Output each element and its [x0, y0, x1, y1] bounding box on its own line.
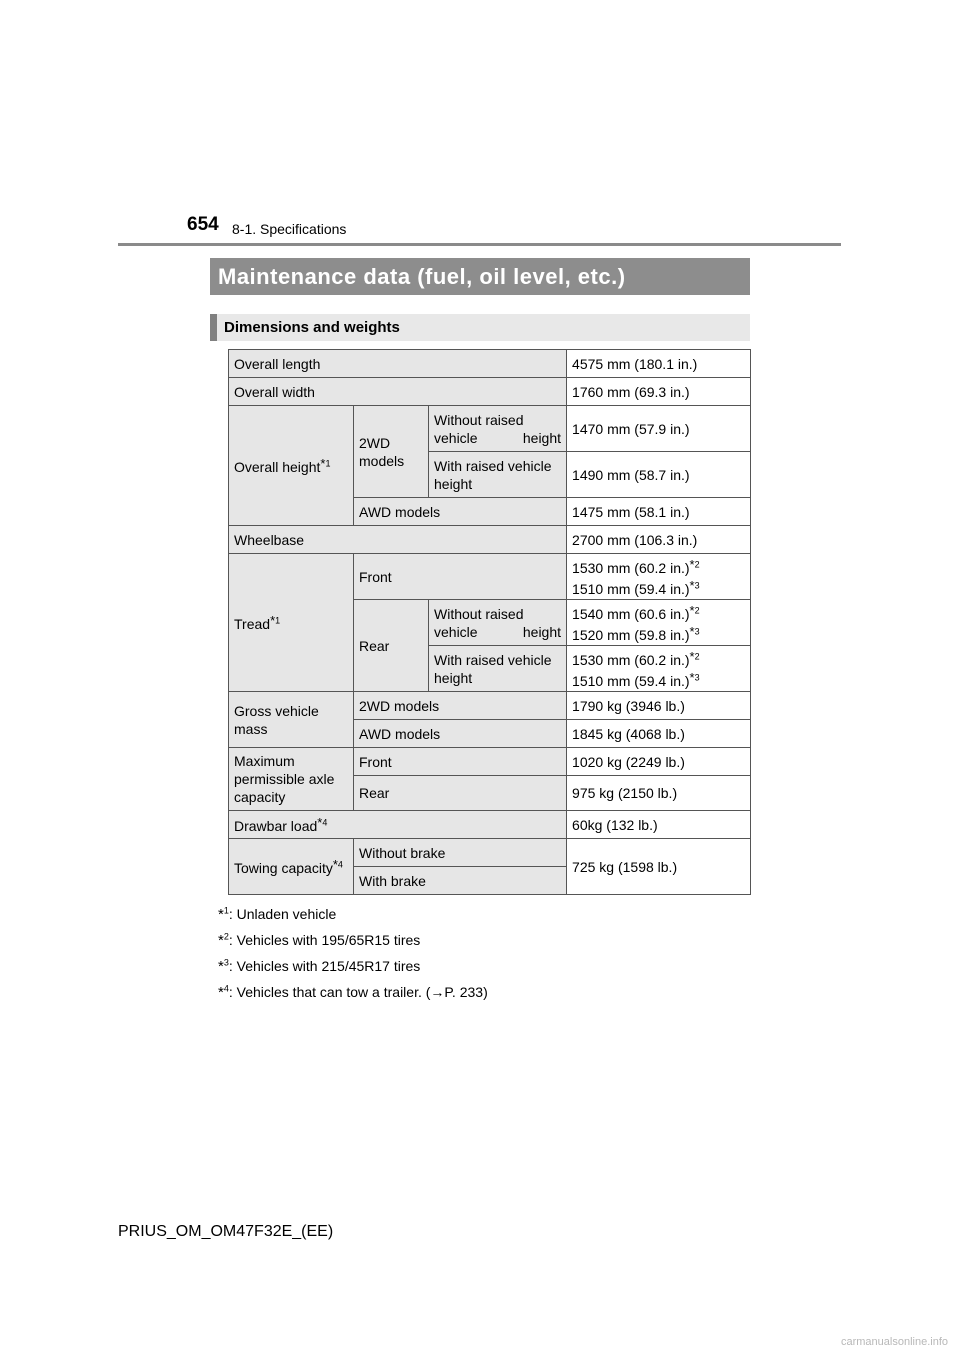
footnote-marker: * [218, 984, 224, 1001]
footnote-marker: * [689, 648, 695, 664]
row-sublabel: AWD models [354, 498, 567, 526]
footnote-number: 2 [694, 650, 700, 661]
row-sublabel: AWD models [354, 720, 567, 748]
row-sublabel: With brake [354, 867, 567, 895]
footnote-number: 1 [275, 615, 281, 626]
footnote-text: : Vehicles with 195/65R15 tires [228, 932, 421, 948]
footnote-number: 3 [694, 625, 700, 636]
footnote-marker: * [689, 602, 695, 618]
footnote-marker: * [218, 906, 224, 923]
footnote-item [218, 981, 488, 1007]
row-value: 1760 mm (69.3 in.) [567, 378, 751, 406]
footnote-number: 3 [694, 671, 700, 682]
row-value: 1845 kg (4068 lb.) [567, 720, 751, 748]
watermark: carmanualsonline.info [840, 1336, 948, 1348]
footnote-number: 1 [325, 458, 331, 469]
row-sublabel: Rear [354, 776, 567, 811]
value-line: 1540 mm (60.6 in.) [572, 605, 690, 622]
footnote-item [218, 955, 488, 981]
row-sublabel: Without raised vehicle height [429, 406, 567, 452]
footnote-marker: * [320, 456, 326, 471]
row-sublabel: Without brake [354, 839, 567, 867]
footnote-marker: * [218, 932, 224, 949]
value-line: 1510 mm (59.4 in.) [572, 580, 690, 597]
row-value: 1475 mm (58.1 in.) [567, 498, 751, 526]
page-number: 654 [187, 214, 219, 235]
value-line: 1530 mm (60.2 in.) [572, 559, 690, 576]
footnote-marker: * [689, 669, 695, 685]
footnote-marker: * [218, 958, 224, 975]
table-row [229, 811, 751, 839]
row-value [567, 646, 751, 692]
row-label [229, 811, 567, 839]
table-row [229, 350, 751, 378]
row-sublabel: Rear [354, 600, 429, 692]
row-sublabel: Front [354, 554, 567, 600]
value-line: 1510 mm (59.4 in.) [572, 672, 690, 689]
footnote-item [218, 929, 488, 955]
footnote-text: : Vehicles with 215/45R17 tires [228, 958, 421, 974]
overall-height-label: Overall height [234, 459, 321, 475]
row-value: 1490 mm (58.7 in.) [567, 452, 751, 498]
footnote-text: : Unladen vehicle [228, 906, 337, 922]
row-value: 725 kg (1598 lb.) [567, 839, 751, 895]
row-label: Overall length [229, 350, 567, 378]
table-row [229, 406, 751, 452]
row-sublabel: 2WD models [354, 406, 429, 498]
document-code: PRIUS_OM_OM47F32E_(EE) [118, 1223, 334, 1240]
footnote-marker: * [270, 613, 276, 628]
row-label: Maximum permissible axle capacity [229, 748, 354, 811]
table-row [229, 526, 751, 554]
section-label: 8-1. Specifications [232, 221, 347, 237]
specs-table [228, 349, 751, 895]
row-sublabel: Front [354, 748, 567, 776]
header-divider [118, 243, 841, 246]
table-row [229, 692, 751, 720]
row-value: 60kg (132 lb.) [567, 811, 751, 839]
footnote-number: 4 [322, 817, 328, 828]
footnote-marker: * [689, 556, 695, 572]
footnotes [218, 903, 488, 1007]
table-row [229, 554, 751, 600]
footnote-number: 4 [223, 983, 229, 994]
row-value [567, 554, 751, 600]
row-label: Gross vehicle mass [229, 692, 354, 748]
footnote-number: 2 [223, 931, 229, 942]
row-label [229, 839, 354, 895]
row-value: 1020 kg (2249 lb.) [567, 748, 751, 776]
table-row [229, 839, 751, 867]
row-sublabel: With raised vehicle height [429, 452, 567, 498]
value-line: 1530 mm (60.2 in.) [572, 651, 690, 668]
footnote-number: 4 [337, 859, 343, 870]
footnote-number: 3 [223, 957, 229, 968]
footnote-number: 2 [694, 604, 700, 615]
row-value: 2700 mm (106.3 in.) [567, 526, 751, 554]
footnote-number: 1 [223, 905, 229, 916]
footnote-marker: * [317, 815, 323, 830]
footnote-marker: * [332, 857, 338, 872]
row-sublabel: Without raised vehicle height [429, 600, 567, 646]
row-label [229, 554, 354, 692]
row-sublabel: 2WD models [354, 692, 567, 720]
tread-label: Tread [234, 616, 271, 632]
row-label [229, 406, 354, 526]
row-value: 1470 mm (57.9 in.) [567, 406, 751, 452]
drawbar-label: Drawbar load [234, 818, 318, 834]
row-sublabel: With raised vehicle height [429, 646, 567, 692]
page-title: Maintenance data (fuel, oil level, etc.) [210, 258, 750, 295]
row-label: Wheelbase [229, 526, 567, 554]
value-line: 1520 mm (59.8 in.) [572, 626, 690, 643]
footnote-number: 3 [694, 579, 700, 590]
footnote-marker: * [689, 577, 695, 593]
footnote-number: 2 [694, 558, 700, 569]
footnote-item [218, 903, 488, 929]
footnote-marker: * [689, 623, 695, 639]
towing-label: Towing capacity [234, 860, 333, 876]
row-value: 4575 mm (180.1 in.) [567, 350, 751, 378]
section-heading: Dimensions and weights [210, 314, 750, 341]
footnote-text: : Vehicles that can tow a trailer. (→P. 233) [228, 984, 488, 1000]
row-label: Overall width [229, 378, 567, 406]
table-row [229, 748, 751, 776]
table-row [229, 378, 751, 406]
row-value [567, 600, 751, 646]
row-value: 1790 kg (3946 lb.) [567, 692, 751, 720]
row-value: 975 kg (2150 lb.) [567, 776, 751, 811]
